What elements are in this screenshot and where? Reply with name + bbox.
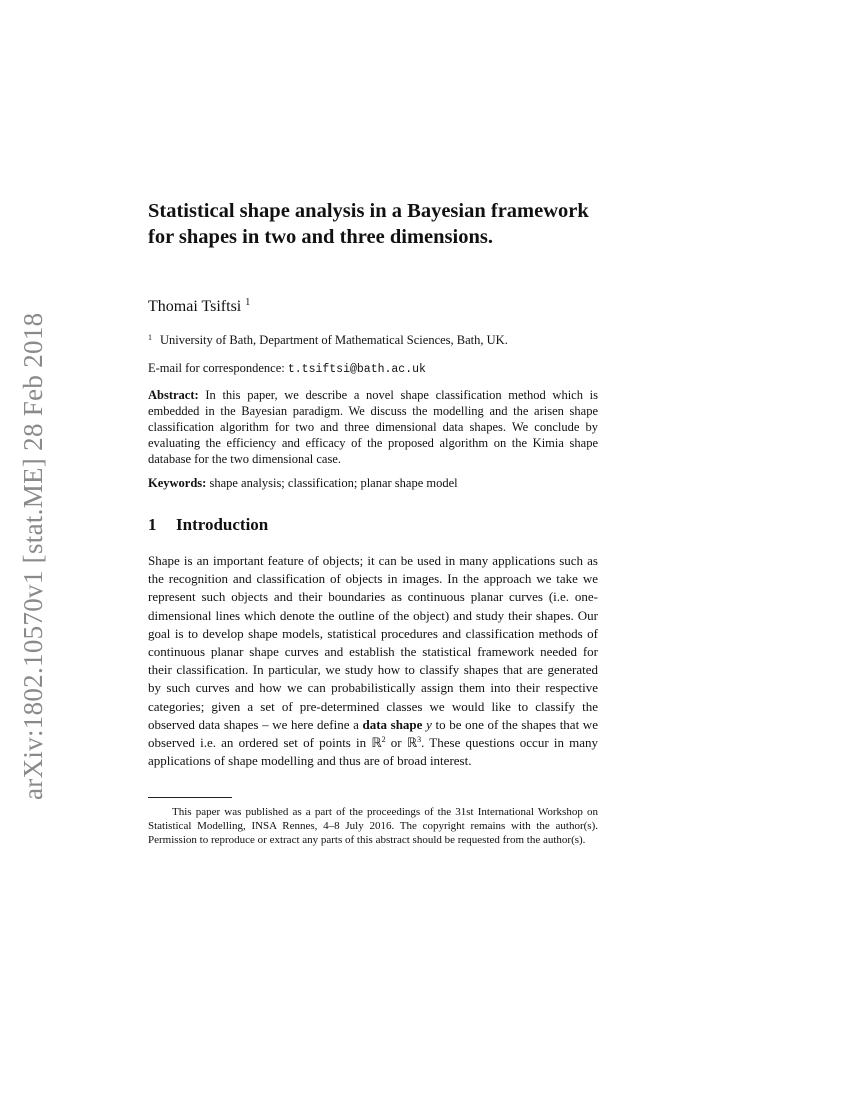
introduction-paragraph (148, 552, 598, 770)
keywords (148, 476, 598, 491)
intro-real-space-2: ℝ (406, 735, 418, 751)
keywords-text: shape analysis; classification; planar shape model (206, 476, 458, 490)
abstract-label: Abstract: (148, 388, 199, 402)
intro-text-1: Shape is an important feature of objects; it can be used in many applications such as the recognition and classification of objects in images. In the approach we take we represent such objects and their boundaries as continuous planar curves (i.e. one-dimensional lines which denote the outline of the object) and study their shapes. Our goal is to develop shape models, statistical procedures and classification methods of continuous planar shape curves and establish the statistical framework needed for their classification. In particular, we study how to classify shapes that are generated by such curves and how we can probabilistically assign them into their respective categories; given a set of pre-determined classes we would like to classify the observed data shapes – we here define a (148, 553, 598, 732)
correspondence-label: E-mail for correspondence: (148, 361, 288, 375)
section-heading (148, 515, 268, 535)
keywords-label: Keywords: (148, 476, 207, 490)
section-number: 1 (148, 515, 157, 534)
abstract (148, 387, 598, 467)
intro-term-data-shape: data shape (362, 716, 423, 732)
arxiv-identifier-stamp: arXiv:1802.10570v1 [stat.ME] 28 Feb 2018 (18, 312, 48, 800)
intro-text-3: . These questions occur in many applications of shape modelling and thus are of broad interest. (148, 735, 598, 769)
footnote: This paper was published as a part of the proceedings of the 31st International Workshop on Statistical Modelling, INSA Rennes, 4–8 July 2016. The copyright remains with the author(s). Permission to reproduce or extract any parts of this abstract should be requested from the author(s). (148, 806, 598, 846)
author-line (148, 297, 250, 316)
intro-text-2: to be one of the shapes that we observed i.e. an ordered set of points in (148, 716, 598, 751)
section-title: Introduction (176, 515, 269, 534)
footnote-rule (148, 797, 232, 798)
affiliation-mark: 1 (148, 333, 152, 342)
intro-variable-y: y (426, 716, 432, 732)
intro-exponent-2: 3 (417, 735, 422, 745)
author-name: Thomai Tsiftsi (148, 298, 242, 315)
affiliation-text: University of Bath, Department of Mathematical Sciences, Bath, UK. (160, 333, 508, 347)
author-affiliation-mark: 1 (245, 297, 251, 308)
affiliation-line (148, 333, 508, 348)
intro-or: or (385, 735, 407, 751)
paper-title: Statistical shape analysis in a Bayesian framework for shapes in two and three dimensions. (148, 200, 589, 248)
correspondence-email[interactable]: t.tsiftsi@bath.ac.uk (287, 363, 426, 376)
intro-real-space-1: ℝ (371, 735, 382, 751)
correspondence-line (148, 361, 426, 376)
abstract-text: In this paper, we describe a novel shape classification method which is embedded in the Bayesian paradigm. We discuss the modelling and the arisen shape classification algorithm for two and three dimensional data shapes. We conclude by evaluating the efficiency and efficacy of the proposed algorithm on the Kimia shape database for the two dimensional case. (148, 388, 598, 466)
intro-exponent-1: 2 (381, 735, 386, 745)
